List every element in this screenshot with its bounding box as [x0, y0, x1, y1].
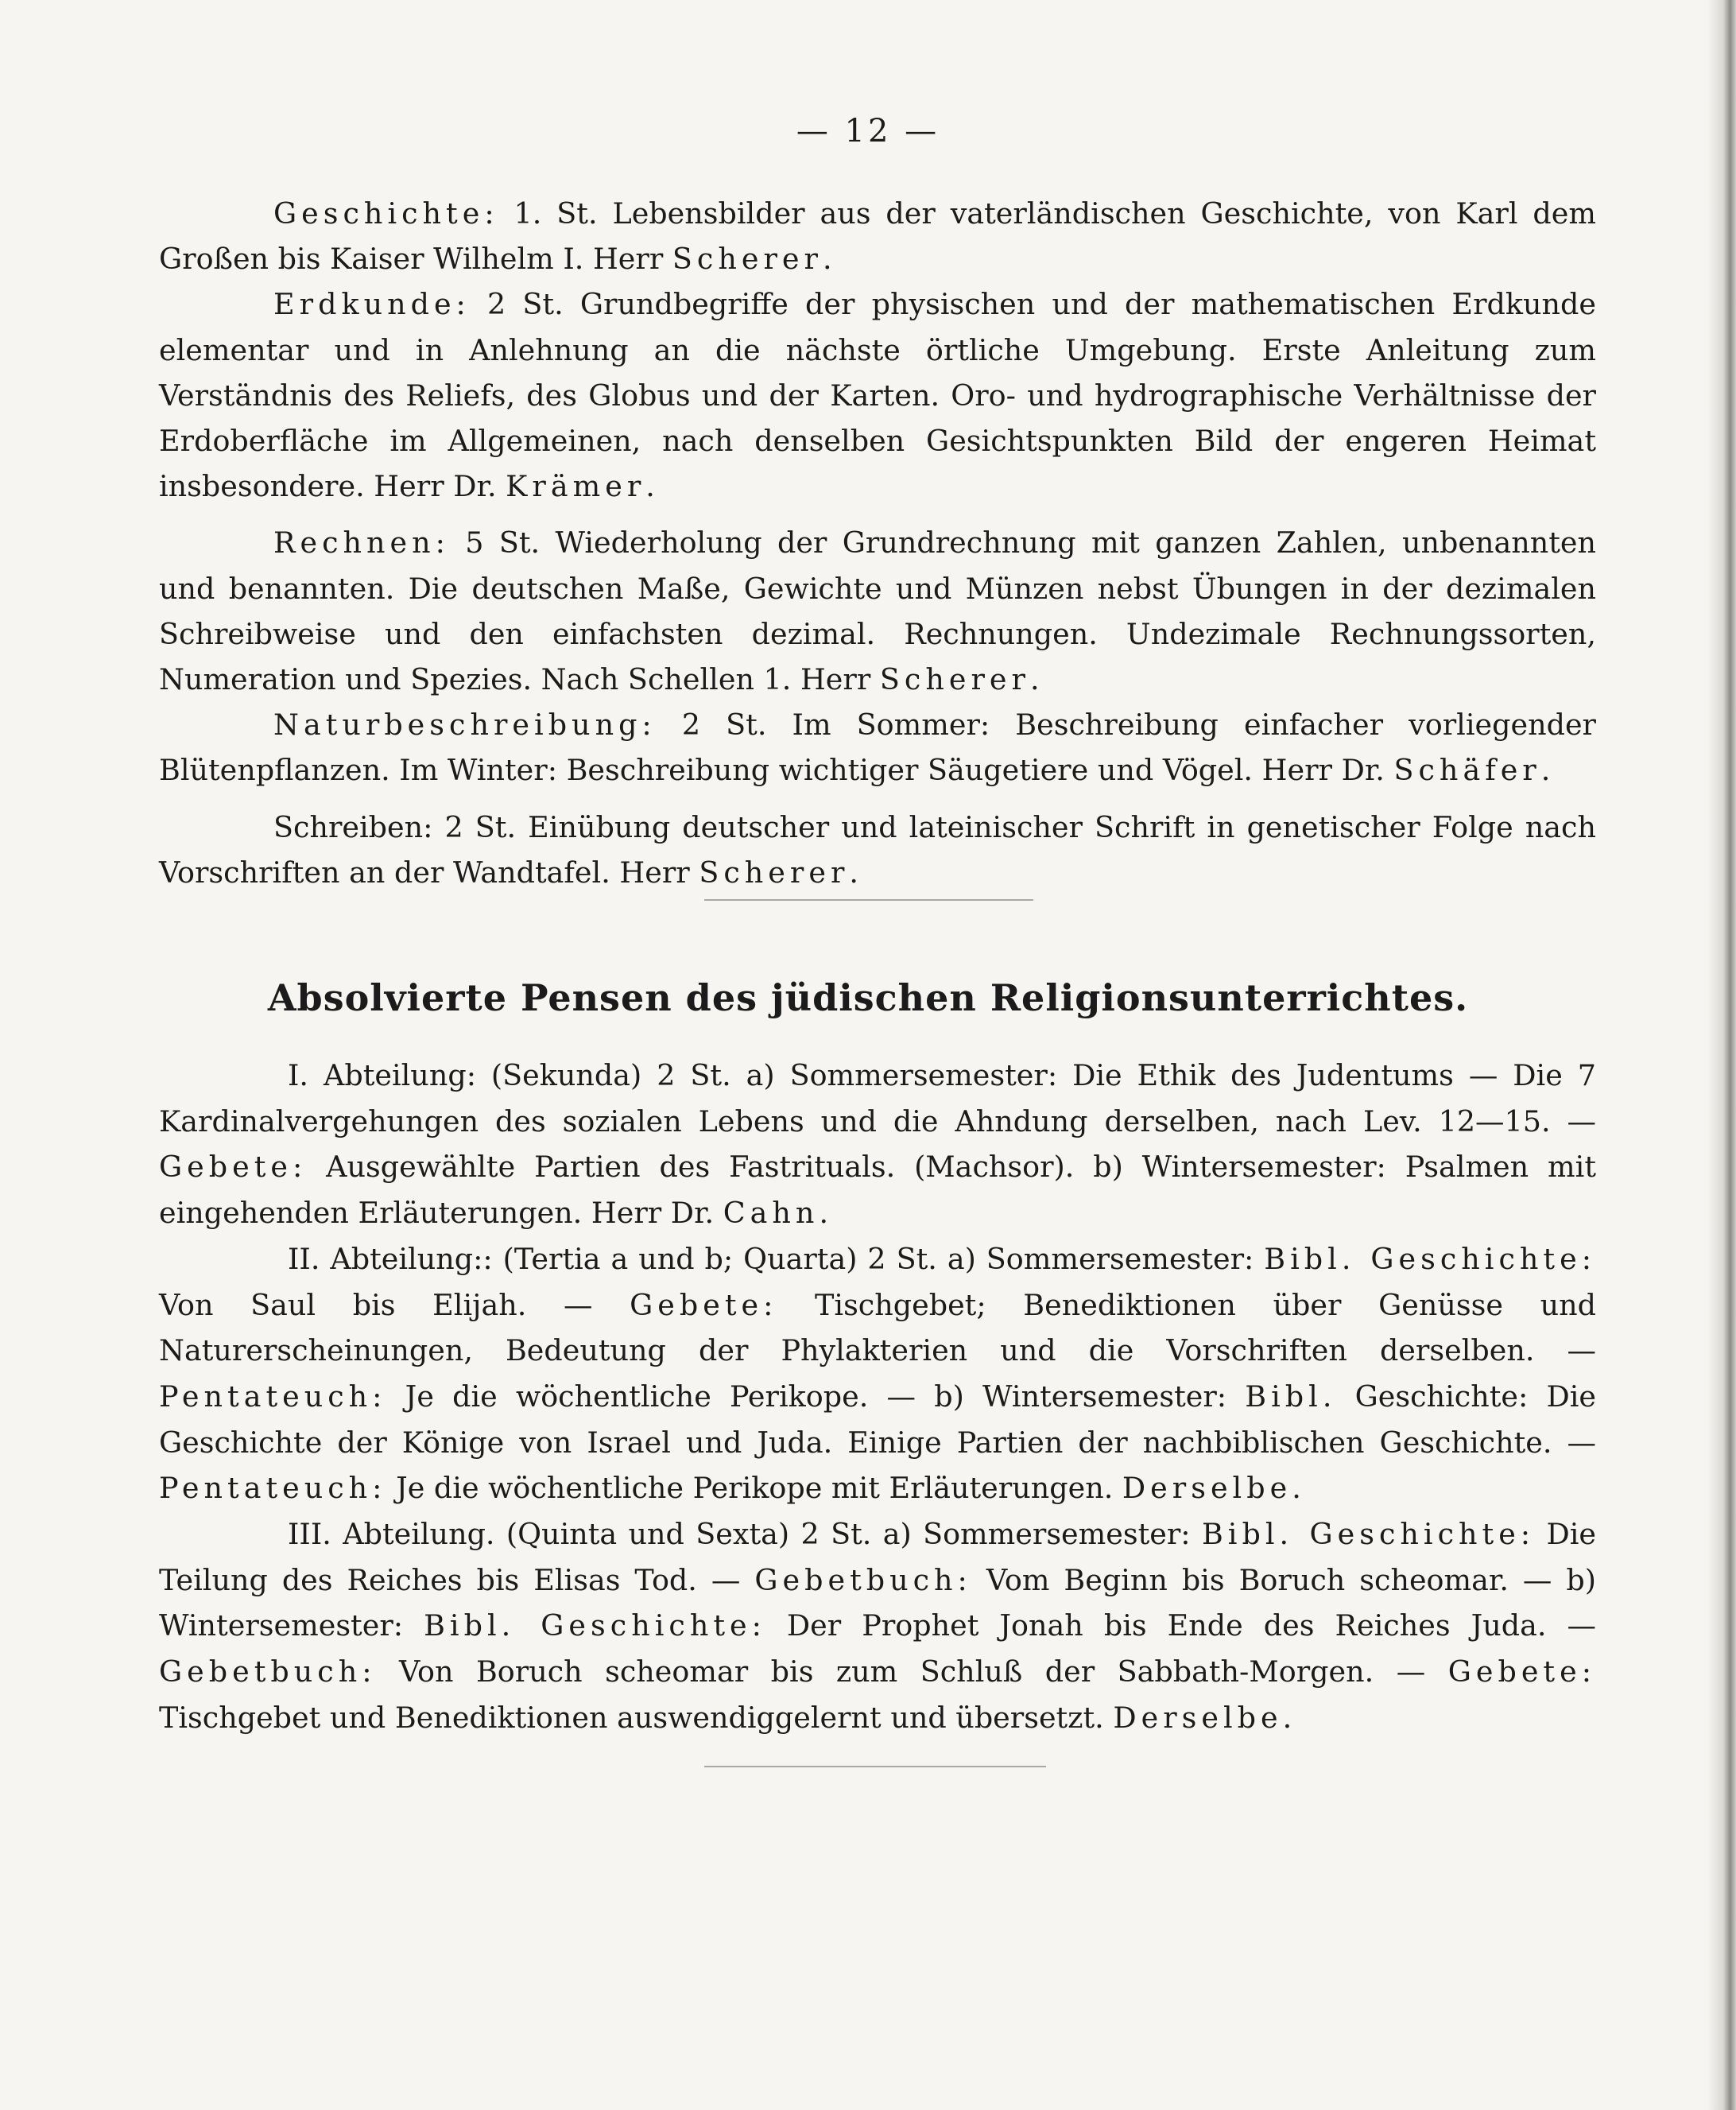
text-run: Die Teilung des Reiches bis Elisas Tod. —: [159, 1517, 1597, 1597]
text-run: Je die wöchentliche Perikope mit Erläuterungen.: [386, 1471, 1122, 1506]
text-run: Tischgebet und Benediktionen auswendiggelernt und übersetzt.: [159, 1700, 1114, 1735]
paragraph-text: 2 St. Im Sommer: Beschreibung einfacher vorliegender Blütenpflanzen. Im Winter: Beschreibung wichtiger Säugetiere und Vögel. Herr Dr.: [159, 708, 1596, 788]
spaced-text-run: Pentateuch:: [159, 1379, 387, 1414]
paragraph-geschichte: [159, 191, 1596, 281]
paragraph-end: .: [849, 855, 859, 890]
text-run: Der Prophet Jonah bis Ende des Reiches Juda. —: [765, 1608, 1596, 1643]
paragraph-rechnen: [159, 520, 1596, 702]
teacher-name: Derselbe: [1113, 1700, 1283, 1735]
spaced-text-run: Gebetbuch:: [754, 1562, 972, 1597]
spaced-text-run: Bibl. Geschichte:: [1264, 1241, 1596, 1276]
curriculum-section: [159, 191, 1596, 895]
paragraph-naturbeschreibung: [159, 702, 1596, 793]
paragraph-end: .: [1540, 753, 1551, 788]
spaced-text-run: Gebete:: [630, 1287, 778, 1322]
text-run: .: [1282, 1700, 1292, 1735]
teacher-name: Krämer: [506, 469, 646, 504]
text-run: Von Boruch scheomar bis zum Schluß der Sabbath-Morgen. —: [376, 1654, 1448, 1689]
teacher-name: Scherer: [672, 242, 823, 277]
teacher-name: Scherer: [879, 662, 1030, 697]
text-run: III. Abteilung. (Quinta und Sexta) 2 St. a) Sommersemester:: [288, 1517, 1202, 1552]
text-run: .: [1292, 1471, 1301, 1506]
page-number: — 12 —: [796, 113, 940, 149]
subject-label: Schreiben:: [273, 809, 433, 844]
paragraph-text: 2 St. Einübung deutscher und lateinischer Schrift in genetischer Folge nach Vorschriften an der Wandtafel. Herr: [159, 809, 1596, 890]
text-run: .: [819, 1196, 829, 1231]
paragraph-abteilung-1: [159, 1053, 1596, 1236]
teacher-name: Derselbe: [1122, 1471, 1292, 1506]
subject-label: Naturbeschreibung:: [273, 708, 657, 743]
paragraph-abteilung-3: [159, 1511, 1596, 1741]
text-run: Von Saul bis Elijah. —: [159, 1287, 630, 1322]
paragraph-erdkunde: [159, 281, 1596, 509]
religion-section: [159, 1053, 1596, 1741]
text-run: Tischgebet; Benediktionen über Genüsse und Naturerscheinungen, Bedeutung der Phylakterien und die Vorschriften derselben. —: [159, 1287, 1596, 1368]
page-edge-shadow: [1707, 0, 1736, 2110]
spaced-text-run: Bibl. Geschichte:: [424, 1608, 766, 1643]
subject-label: Erdkunde:: [273, 287, 471, 322]
teacher-name: Scherer: [699, 855, 850, 890]
subject-label: Rechnen:: [273, 526, 450, 560]
paragraph-end: .: [1029, 662, 1040, 697]
text-run: Geschichte: Die Geschichte der Könige von Israel und Juda. Einige Partien der nachbiblischen Geschichte. —: [159, 1379, 1597, 1460]
separator-rule: [704, 899, 1033, 901]
paragraph-text: 1. St. Lebensbilder aus der vaterländischen Geschichte, von Karl dem Großen bis Kaiser Wilhelm I. Herr: [159, 196, 1596, 277]
spaced-text-run: Bibl.: [1245, 1379, 1337, 1414]
spaced-text-run: Pentateuch:: [159, 1471, 387, 1506]
spaced-text-run: Gebetbuch:: [159, 1654, 377, 1689]
paragraph-end: .: [822, 242, 832, 277]
text-run: Vom Beginn bis Boruch scheomar. — b) Wintersemester:: [159, 1562, 1596, 1643]
paragraph-text: 5 St. Wiederholung der Grundrechnung mit ganzen Zahlen, unbenannten und benannten. Die deutschen Maße, Gewichte und Münzen nebst Übungen in der dezimalen Schreibweise und den einfachsten dezimal. Rechnungen. Undezimale Rechnungssorten, Numeration und Spezies. Nach Schellen 1. Herr: [159, 526, 1596, 697]
separator-rule: [704, 1766, 1046, 1767]
paragraph-end: .: [645, 469, 655, 504]
paragraph-abteilung-2: [159, 1236, 1596, 1511]
text-run: Je die wöchentliche Perikope. — b) Wintersemester:: [386, 1379, 1246, 1414]
text-run: II. Abteilung:: (Tertia a und b; Quarta) 2 St. a) Sommersemester:: [288, 1241, 1265, 1276]
teacher-name: Cahn: [723, 1196, 820, 1231]
text-run: I. Abteilung: (Sekunda) 2 St. a) Sommersemester: Die Ethik des Judentums — Die 7 Kardinalvergehungen des sozialen Lebens und die Ahndung derselben, nach Lev. 12—15. —: [159, 1058, 1596, 1138]
spaced-text-run: Gebete:: [159, 1150, 308, 1185]
teacher-name: Schäfer: [1393, 753, 1541, 788]
paragraph-text: 2 St. Grundbegriffe der physischen und der mathematischen Erdkunde elementar und in Anlehnung an die nächste örtliche Umgebung. Erste Anleitung zum Verständnis des Reliefs, des Globus und der Karten. Oro- und hydrographische Verhältnisse der Erdoberfläche im Allgemeinen, nach denselben Gesichtspunkten Bild der engeren Heimat insbesondere. Herr Dr.: [159, 287, 1596, 504]
spaced-text-run: Gebete:: [1447, 1654, 1596, 1689]
subject-label: Geschichte:: [273, 196, 499, 231]
spaced-text-run: Bibl. Geschichte:: [1201, 1517, 1536, 1552]
section-heading: Absolvierte Pensen des jüdischen Religionsunterrichtes.: [267, 976, 1469, 1019]
paragraph-schreiben: [159, 805, 1596, 895]
text-run: Ausgewählte Partien des Fastrituals. (Machsor). b) Wintersemester: Psalmen mit eingehenden Erläuterungen. Herr Dr.: [159, 1150, 1596, 1231]
